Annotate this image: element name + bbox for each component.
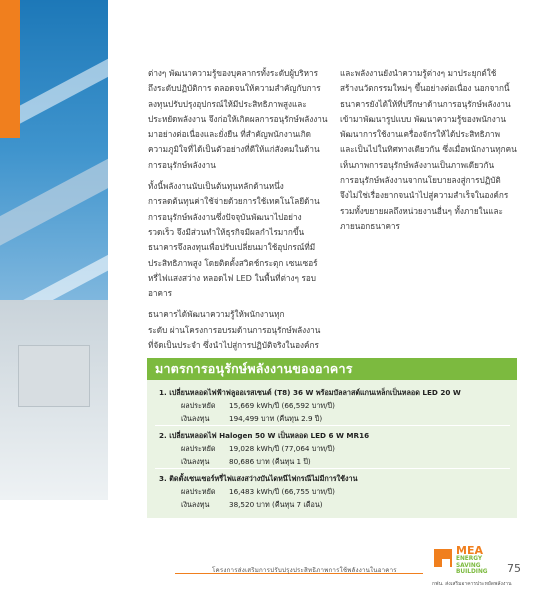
logo-energy-saving-text: ENERGY SAVING BUILDING [456, 556, 488, 575]
investment-value: 80,686 บาท (คืนทุน 1 ปี) [229, 457, 311, 466]
divider [155, 468, 510, 469]
logo-mea-text: MEA [456, 544, 483, 557]
investment-value: 194,499 บาท (คืนทุน 2.9 ปี) [229, 414, 323, 423]
saving-label: ผลประหยัด [181, 444, 216, 453]
investment-label: เงินลงทุน [181, 457, 210, 466]
investment-value: 38,520 บาท (คืนทุน 7 เดือน) [229, 500, 323, 509]
investment-label: เงินลงทุน [181, 500, 210, 509]
investment-label: เงินลงทุน [181, 414, 210, 423]
paragraph: ต่างๆ พัฒนาความรู้ของบุคลากรทั้งระดับผู้บริหาร ถึงระดับปฏิบัติการ ตลอดจนให้ความสำคัญกับการ ลงทุนปรับปรุงอุปกรณ์ให้มีประสิทธิภาพสูงและ ประหยัดพลังงาน จึงก่อให้เกิดผลการอนุรักษ์พลังงาน มาอย่างต่อเนื่องและยั่งยืน ที่สำคัญพนักงานเกิด ความภูมิใจที่ได้เป็นตัวอย่างที่ดีให้แก่สังคมในด้าน การอนุรักษ์พลังงาน [148, 68, 328, 170]
paragraph: ทั้งนี้พลังงานนับเป็นต้นทุนหลักด้านหนึ่ง การลดต้นทุนค่าใช้จ่ายด้วยการใช้เทคโนโลยีด้าน การอนุรักษ์พลังงานซึ่งปัจจุบันพัฒนาไปอย่าง รวดเร็ว จึงมีส่วนทำให้ธุรกิจมีผลกำไรมากขึ้น ธนาคารจึงลงทุนเพื่อปรับเปลี่ยนมาใช้อุปกรณ์ที่มี ประสิทธิภาพสูง โดยติดตั้งสวิตช์กระตุก เซนเซอร์ หรี่ไฟแสงสว่าง หลอดไฟ LED ในพื้นที่ต่างๆ รอบ อาคาร [148, 181, 320, 299]
measure-title: 3. ติดตั้งเซนเซอร์หรี่ไฟแสงสว่างบันไดหนีไฟกรณีไม่มีการใช้งาน [159, 474, 358, 483]
saving-value: 19,028 kWh/ปี (77,064 บาท/ปี) [229, 444, 335, 453]
paragraph: และพลังงานยังนำความรู้ต่างๆ มาประยุกต์ใช้ สร้างนวัตกรรมใหม่ๆ ขึ้นอย่างต่อเนื่อง นอกจากนี้ ธนาคารยังได้ให้ที่ปรึกษาด้านการอนุรักษ์พลังงาน เข้ามาพัฒนารูปแบบ พัฒนาความรู้ของพนักงาน พัฒนาการใช้งานเครื่องจักรให้ได้ประสิทธิภาพ และเป็นไปในทิศทางเดียวกัน ซึ่งเมื่อพนักงานทุกคน เห็นภาพการอนุรักษ์พลังงานเป็นภาพเดียวกัน การอนุรักษ์พลังงานจากนโยบายลงสู่การปฏิบัติ จึงไม่ใช่เรื่องยากจนนำไปสู่ความสำเร็จในองค์กร รวมทั้งขยายผลถึงหน่วยงานอื่นๆ ทั้งภายในและ ภายนอกธนาคาร [340, 68, 517, 231]
saving-label: ผลประหยัด [181, 401, 216, 410]
saving-label: ผลประหยัด [181, 487, 216, 496]
page-number: 75 [507, 562, 521, 575]
paragraph: ธนาคารได้พัฒนาความรู้ให้พนักงานทุก ระดับ ผ่านโครงการอบรมด้านการอนุรักษ์พลังงาน ที่จัดเป็นประจำ ซึ่งนำไปสู่การปฏิบัติจริงในองค์กร [148, 309, 321, 351]
energy-measures-box [147, 358, 517, 518]
box-header [147, 358, 517, 380]
mea-energy-saving-logo [432, 544, 512, 590]
text-column-right [340, 66, 530, 240]
logo-tagline: กฟน. ส่งเสริมอาคารประหยัดพลังงาน [432, 581, 512, 587]
text-column-left [148, 66, 333, 359]
orange-accent-band [0, 0, 20, 138]
saving-value: 16,483 kWh/ปี (66,755 บาท/ปี) [229, 487, 335, 496]
box-title: มาตรการอนุรักษ์พลังงานของอาคาร [155, 361, 353, 376]
logo-building-icon [434, 549, 452, 567]
saving-value: 15,669 kWh/ปี (66,592 บาท/ปี) [229, 401, 335, 410]
photo-structure [18, 345, 90, 407]
measure-title: 2. เปลี่ยนหลอดไฟ Halogen 50 W เป็นหลอด LED 6 W MR16 [159, 431, 370, 440]
footer-program-name: โครงการส่งเสริมการปรับปรุงประสิทธิภาพการใช้พลังงานในอาคาร [212, 567, 397, 574]
divider [155, 425, 510, 426]
measure-title: 1. เปลี่ยนหลอดไฟฟ้าฟลูออเรสเซนต์ (T8) 36 W พร้อมบัลลาสต์แกนเหล็กเป็นหลอด LED 20 W [159, 388, 461, 397]
